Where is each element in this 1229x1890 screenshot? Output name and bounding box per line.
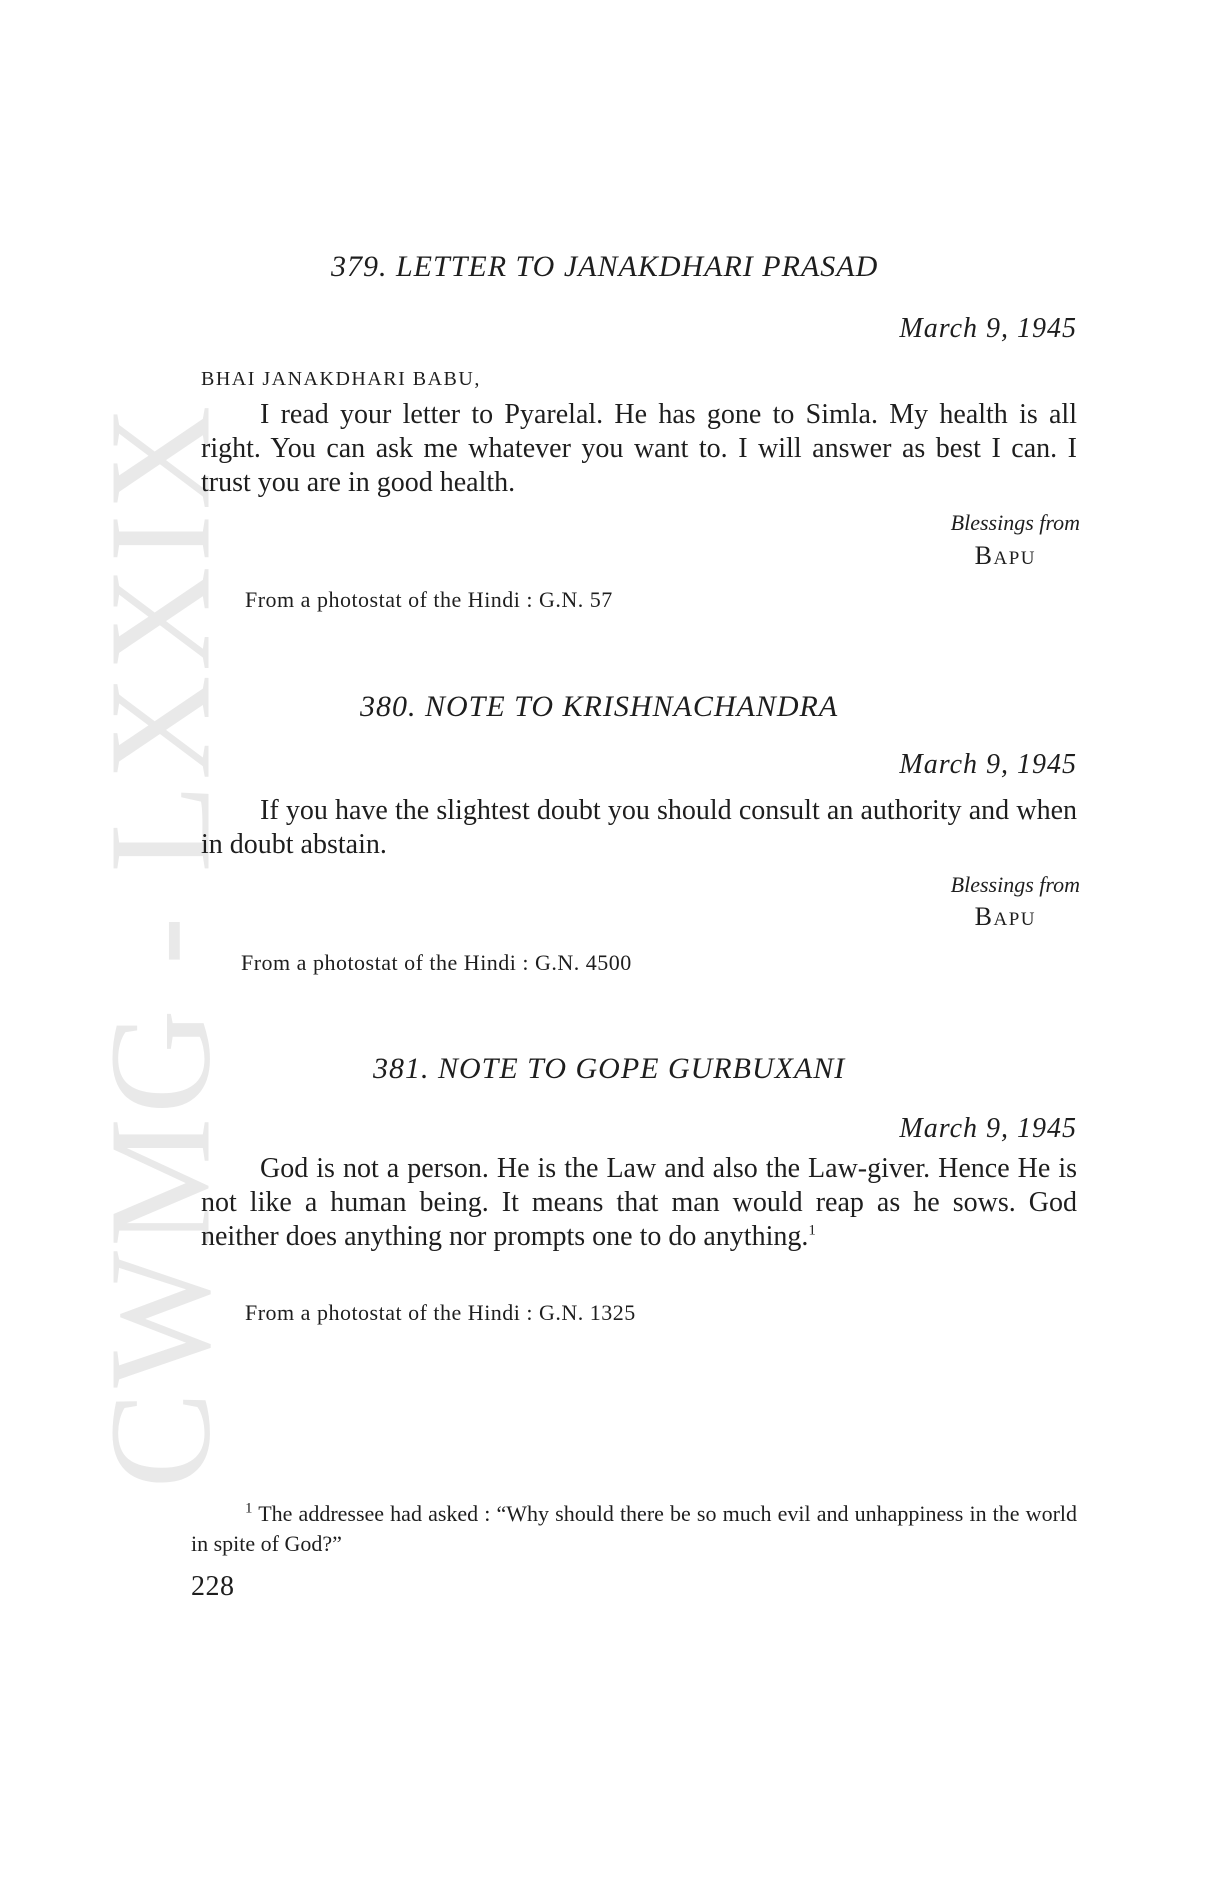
section-381-body-paragraph — [201, 1152, 1077, 1254]
footnote-text: The addressee had asked : “Why should there be so much evil and unhappiness in the world in spite of God?” — [191, 1501, 1078, 1556]
section-379-source: From a photostat of the Hindi : G.N. 57 — [245, 587, 613, 612]
section-381-heading: 381. NOTE TO GOPE GURBUXANI — [373, 1052, 846, 1085]
footnote — [191, 1499, 1077, 1559]
section-381-date: March 9, 1945 — [899, 1113, 1077, 1144]
section-381-body — [201, 1152, 1077, 1254]
section-380-signature-initial: B — [974, 902, 994, 931]
page-number: 228 — [191, 1571, 235, 1602]
footnote-marker: 1 — [245, 1500, 253, 1517]
section-380-signature — [975, 902, 1036, 932]
watermark — [80, 395, 241, 1495]
section-380-body — [201, 794, 1077, 862]
section-380-signature-rest: APU — [993, 909, 1036, 930]
footnote-paragraph — [191, 1499, 1077, 1559]
section-380-body-text: If you have the slightest doubt you should consult an authority and when in doubt abstain. — [201, 795, 1077, 860]
section-379-signature-rest: APU — [993, 548, 1036, 569]
section-379-date: March 9, 1945 — [899, 313, 1077, 344]
section-381-source: From a photostat of the Hindi : G.N. 1325 — [245, 1300, 636, 1325]
footnote-reference: 1 — [808, 1222, 816, 1239]
section-380-closing: Blessings from — [950, 872, 1080, 897]
watermark-text: CWMG - LXXIX — [80, 401, 241, 1489]
section-379-salutation: BHAI JANAKDHARI BABU, — [201, 368, 481, 390]
section-379-body — [201, 398, 1077, 500]
section-380-date: March 9, 1945 — [899, 749, 1077, 780]
section-381-body-text: God is not a person. He is the Law and also the Law-giver. Hence He is not like a human being. It means that man would reap as he sows. God neither does anything nor prompts one to do anything. — [201, 1153, 1077, 1252]
section-380-heading: 380. NOTE TO KRISHNACHANDRA — [360, 690, 839, 723]
section-379-heading: 379. LETTER TO JANAKDHARI PRASAD — [331, 250, 879, 283]
section-379-closing: Blessings from — [950, 510, 1080, 535]
section-380-source: From a photostat of the Hindi : G.N. 4500 — [241, 950, 632, 975]
section-379-signature-initial: B — [974, 541, 994, 570]
section-379-body-text: I read your letter to Pyarelal. He has gone to Simla. My health is all right. You can ask me whatever you want to. I will answer as best I can. I trust you are in good health. — [201, 399, 1077, 498]
section-379-signature — [975, 541, 1036, 571]
